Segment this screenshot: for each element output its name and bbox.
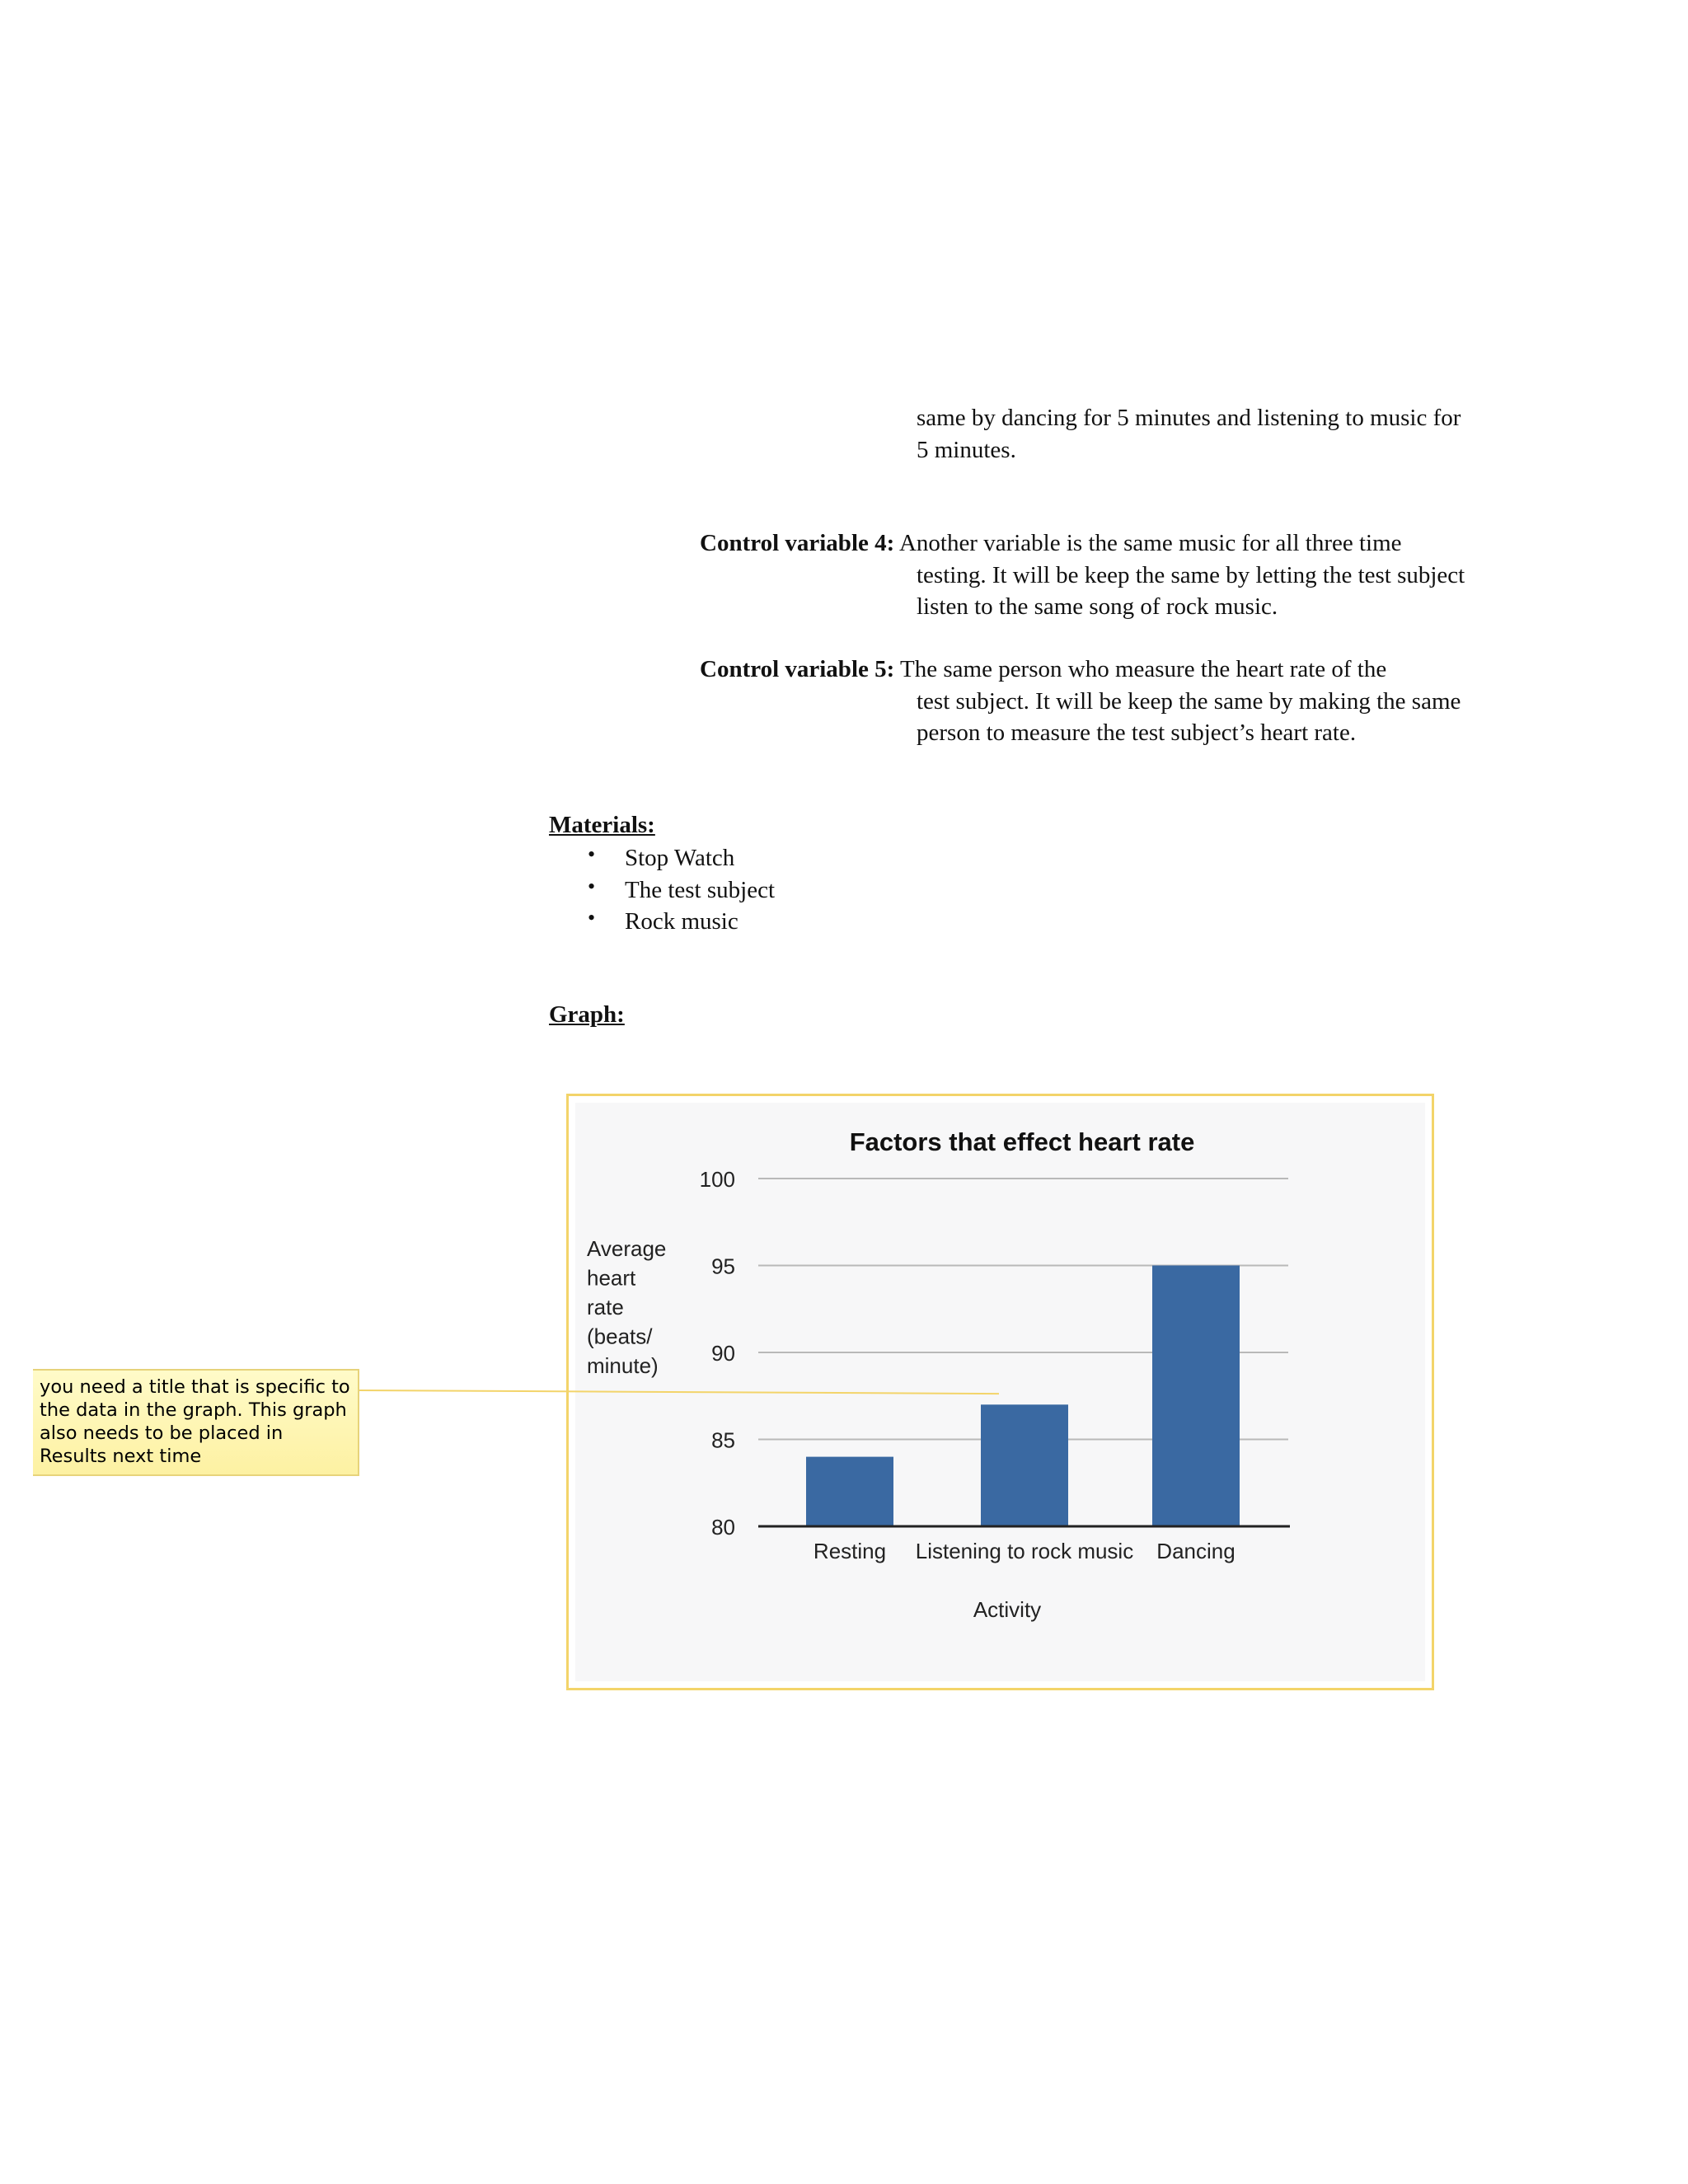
x-tick-label: Dancing xyxy=(1156,1539,1236,1563)
bar xyxy=(806,1457,893,1526)
x-axis-label: Activity xyxy=(973,1597,1042,1622)
x-tick-label: Listening to rock music xyxy=(915,1539,1134,1563)
y-tick-label: 100 xyxy=(699,1167,735,1192)
control-variable-4-first-line: Another variable is the same music for all three time xyxy=(898,530,1402,556)
bullet-icon: • xyxy=(588,906,596,930)
continuation-paragraph: same by dancing for 5 minutes and listening to music for 5 minutes. xyxy=(917,405,1461,463)
control-variable-4-label: Control variable 4: xyxy=(700,530,895,556)
y-axis-label: heart xyxy=(587,1265,636,1291)
y-tick-label: 90 xyxy=(711,1341,735,1366)
x-tick-label: Resting xyxy=(813,1539,887,1563)
y-tick-label: 80 xyxy=(711,1515,735,1540)
list-item xyxy=(588,874,775,907)
y-axis-label: Average xyxy=(587,1236,667,1261)
y-axis-label: minute) xyxy=(587,1353,659,1378)
materials-list xyxy=(588,842,775,938)
bullet-icon: • xyxy=(588,874,596,898)
comment-box[interactable]: you need a title that is specific to the data in the graph. This graph also needs to be placed in Results next time xyxy=(33,1369,359,1476)
control-variable-5-text: test subject. It will be keep the same by making the same person to measure the test subject’s heart rate. xyxy=(917,687,1461,746)
control-variable-4 xyxy=(700,527,1475,623)
bullet-icon: • xyxy=(588,842,596,866)
y-tick-label: 85 xyxy=(711,1427,735,1453)
list-item xyxy=(588,842,775,874)
chart-title: Factors that effect heart rate xyxy=(849,1127,1195,1156)
material-item-label: The test subject xyxy=(625,876,776,903)
control-variable-5-first-line: The same person who measure the heart rate of the xyxy=(900,656,1387,682)
graph-heading: Graph: xyxy=(549,1001,625,1028)
control-variable-5 xyxy=(700,654,1475,749)
materials-heading: Materials: xyxy=(549,812,655,838)
control-variable-4-text: testing. It will be keep the same by letting the test subject listen to the same song of rock music. xyxy=(917,561,1465,620)
list-item xyxy=(588,906,775,938)
y-axis-label: rate xyxy=(587,1295,624,1319)
material-item-label: Stop Watch xyxy=(625,845,735,871)
bar xyxy=(981,1404,1068,1526)
bar xyxy=(1152,1266,1240,1527)
y-tick-label: 95 xyxy=(711,1254,735,1279)
y-axis-label: (beats/ xyxy=(587,1324,653,1349)
material-item-label: Rock music xyxy=(625,908,738,935)
control-variable-5-label: Control variable 5: xyxy=(700,656,895,682)
